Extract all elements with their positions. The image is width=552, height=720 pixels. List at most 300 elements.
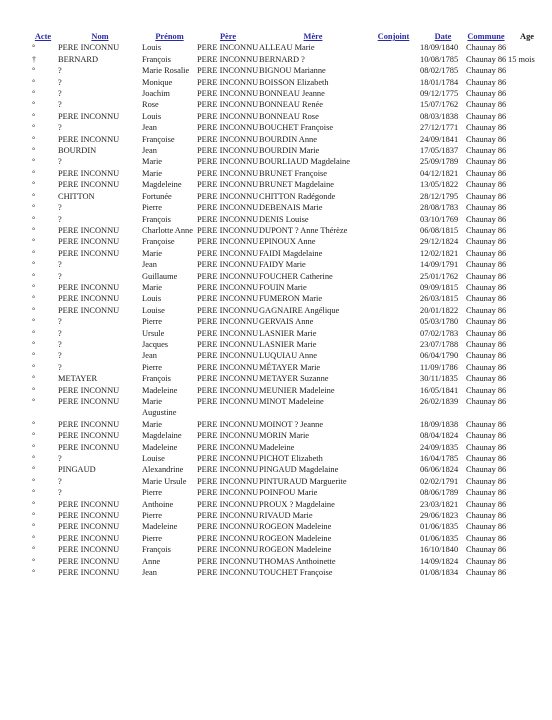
cell-pere: PERE INCONNU — [197, 499, 259, 509]
cell-prenom: Marie Augustine — [142, 397, 177, 418]
cell-prenom: François — [142, 545, 171, 555]
cell-age — [506, 476, 548, 487]
cell-prenom: Louis — [142, 43, 162, 53]
cell-prenom: Jean — [142, 568, 157, 578]
cell-commune: Chaunay 86 — [466, 294, 506, 304]
cell-conjoint — [367, 328, 420, 339]
cell-date: 29/06/1823 — [420, 511, 459, 521]
cell-acte: ° — [32, 146, 36, 156]
cell-commune: Chaunay 86 — [466, 100, 506, 110]
table-row — [28, 499, 548, 510]
cell-age — [506, 556, 548, 567]
cell-nom: ? — [58, 77, 62, 87]
cell-mere: DEBENAIS Marie — [259, 203, 323, 213]
cell-date: 24/09/1835 — [420, 442, 459, 452]
cell-mere: BONNEAU Rose — [259, 111, 319, 121]
cell-age — [506, 122, 548, 133]
table-row — [28, 88, 548, 99]
cell-mere: FOUCHER Catherine — [259, 271, 333, 281]
header-age: Age — [520, 32, 534, 41]
cell-mere: MORIN Marie — [259, 431, 310, 441]
cell-conjoint — [367, 145, 420, 156]
cell-pere: PERE INCONNU — [197, 465, 259, 475]
cell-acte: ° — [32, 568, 36, 578]
table-row — [28, 476, 548, 487]
cell-pere: PERE INCONNU — [197, 237, 259, 247]
cell-acte: † — [32, 54, 36, 64]
cell-nom: ? — [58, 362, 62, 372]
cell-mere: GERVAIS Anne — [259, 317, 314, 327]
table-row — [28, 373, 548, 384]
cell-mere: Madeleine — [259, 442, 295, 452]
cell-pere: PERE INCONNU — [197, 248, 259, 258]
cell-date: 14/09/1791 — [420, 260, 459, 270]
cell-commune: Chaunay 86 — [466, 225, 506, 235]
cell-prenom: François — [142, 54, 171, 64]
cell-mere: LASNIER Marie — [259, 339, 317, 349]
cell-nom: PERE INCONNU — [58, 225, 120, 235]
cell-pere: PERE INCONNU — [197, 66, 259, 76]
cell-date: 08/02/1785 — [420, 66, 459, 76]
cell-commune: Chaunay 86 — [466, 214, 506, 224]
cell-date: 16/04/1785 — [420, 454, 459, 464]
table-row — [28, 122, 548, 133]
cell-age — [506, 191, 548, 202]
cell-age — [506, 396, 548, 419]
cell-date: 28/08/1783 — [420, 203, 459, 213]
cell-commune: Chaunay 86 — [466, 499, 506, 509]
table-row — [28, 65, 548, 76]
cell-commune: Chaunay 86 — [466, 476, 506, 486]
cell-prenom: Marie — [142, 168, 162, 178]
cell-conjoint — [367, 476, 420, 487]
cell-date: 23/07/1788 — [420, 339, 459, 349]
cell-nom: ? — [58, 157, 62, 167]
table-row — [28, 236, 548, 247]
cell-conjoint — [367, 134, 420, 145]
cell-acte: ° — [32, 225, 36, 235]
cell-pere: PERE INCONNU — [197, 271, 259, 281]
table-row — [28, 328, 548, 339]
table-row — [28, 99, 548, 110]
cell-commune: Chaunay 86 — [466, 488, 506, 498]
cell-age — [506, 316, 548, 327]
table-row — [28, 350, 548, 361]
cell-age — [506, 499, 548, 510]
cell-prenom: Louise — [142, 454, 165, 464]
header-conjoint-link[interactable]: Conjoint — [377, 32, 410, 41]
cell-conjoint — [367, 111, 420, 122]
cell-acte: ° — [32, 260, 36, 270]
cell-conjoint — [367, 191, 420, 202]
cell-acte: ° — [32, 134, 36, 144]
cell-conjoint — [367, 42, 420, 53]
cell-prenom: Jean — [142, 351, 157, 361]
cell-conjoint — [367, 305, 420, 316]
cell-age — [506, 88, 548, 99]
cell-age — [506, 362, 548, 373]
cell-nom: ? — [58, 89, 62, 99]
cell-acte: ° — [32, 465, 36, 475]
cell-date: 14/09/1824 — [420, 556, 459, 566]
cell-nom: ? — [58, 339, 62, 349]
cell-pere: PERE INCONNU — [197, 362, 259, 372]
table-row — [28, 42, 548, 53]
cell-acte: ° — [32, 100, 36, 110]
cell-mere: BOURDIN Marie — [259, 146, 320, 156]
cell-prenom: Madeleine — [142, 442, 178, 452]
cell-commune: Chaunay 86 — [466, 339, 506, 349]
cell-mere: BRUNET Magdelaine — [259, 180, 334, 190]
cell-commune: Chaunay 86 — [466, 89, 506, 99]
header-prenom-link[interactable]: Prénom — [155, 32, 184, 41]
cell-date: 09/09/1815 — [420, 282, 459, 292]
cell-date: 26/02/1839 — [420, 397, 459, 406]
cell-pere: PERE INCONNU — [197, 454, 259, 464]
cell-acte: ° — [32, 442, 36, 452]
cell-nom: PERE INCONNU — [58, 305, 120, 315]
cell-prenom: Anthoine — [142, 499, 174, 509]
cell-conjoint — [367, 430, 420, 441]
header-pere-link[interactable]: Père — [219, 32, 237, 41]
cell-commune: Chaunay 86 — [466, 146, 506, 156]
cell-age — [506, 373, 548, 384]
cell-date: 08/04/1824 — [420, 431, 459, 441]
cell-prenom: Ursule — [142, 328, 165, 338]
cell-pere: PERE INCONNU — [197, 522, 259, 532]
cell-date: 29/12/1824 — [420, 237, 459, 247]
cell-age — [506, 156, 548, 167]
cell-pere: PERE INCONNU — [197, 374, 259, 384]
cell-age — [506, 533, 548, 544]
table-row — [28, 225, 548, 236]
cell-commune: Chaunay 86 — [466, 54, 506, 64]
cell-commune: Chaunay 86 — [466, 556, 506, 566]
table-row — [28, 271, 548, 282]
cell-date: 02/02/1791 — [420, 476, 459, 486]
table-row — [28, 544, 548, 555]
cell-pere: PERE INCONNU — [197, 339, 259, 349]
cell-conjoint — [367, 54, 420, 65]
cell-acte: ° — [32, 180, 36, 190]
cell-age — [506, 544, 548, 555]
table-row — [28, 510, 548, 521]
cell-age — [506, 442, 548, 453]
cell-prenom: Alexandrine — [142, 465, 184, 475]
cell-pere: PERE INCONNU — [197, 351, 259, 361]
cell-age — [506, 487, 548, 498]
cell-conjoint — [367, 179, 420, 190]
cell-pere: PERE INCONNU — [197, 476, 259, 486]
cell-pere: PERE INCONNU — [197, 294, 259, 304]
table-row — [28, 567, 548, 578]
cell-conjoint — [367, 453, 420, 464]
table-row — [28, 385, 548, 396]
cell-pere: PERE INCONNU — [197, 123, 259, 133]
cell-acte: ° — [32, 294, 36, 304]
cell-nom: PERE INCONNU — [58, 431, 120, 441]
cell-prenom: Marie Ursule — [142, 476, 187, 486]
records-table — [28, 31, 548, 579]
cell-conjoint — [367, 339, 420, 350]
cell-age — [506, 179, 548, 190]
cell-prenom: Louis — [142, 111, 162, 121]
cell-age — [506, 225, 548, 236]
cell-age: 15 mois — [508, 54, 535, 64]
cell-pere: PERE INCONNU — [197, 305, 259, 315]
table-row — [28, 111, 548, 122]
cell-date: 09/12/1775 — [420, 89, 459, 99]
cell-nom: PERE INCONNU — [58, 522, 120, 532]
table-row — [28, 293, 548, 304]
table-row — [28, 282, 548, 293]
cell-mere: BIGNOU Marianne — [259, 66, 326, 76]
cell-acte: ° — [32, 545, 36, 555]
header-acte-link[interactable]: Acte — [34, 32, 52, 41]
cell-commune: Chaunay 86 — [466, 465, 506, 475]
cell-date: 10/08/1785 — [420, 54, 459, 64]
cell-pere: PERE INCONNU — [197, 556, 259, 566]
cell-prenom: Guillaume — [142, 271, 178, 281]
cell-pere: PERE INCONNU — [197, 157, 259, 167]
cell-prenom: Pierre — [142, 533, 162, 543]
cell-conjoint — [367, 293, 420, 304]
cell-conjoint — [367, 168, 420, 179]
cell-nom: PERE INCONNU — [58, 237, 120, 247]
cell-conjoint — [367, 282, 420, 293]
cell-commune: Chaunay 86 — [466, 533, 506, 543]
cell-age — [506, 419, 548, 430]
cell-commune: Chaunay 86 — [466, 157, 506, 167]
cell-acte: ° — [32, 271, 36, 281]
cell-pere: PERE INCONNU — [197, 54, 259, 64]
cell-conjoint — [367, 271, 420, 282]
cell-acte: ° — [32, 454, 36, 464]
cell-mere: FUMERON Marie — [259, 294, 323, 304]
cell-nom: PERE INCONNU — [58, 385, 120, 395]
cell-nom: ? — [58, 123, 62, 133]
cell-age — [506, 510, 548, 521]
cell-conjoint — [367, 464, 420, 475]
cell-date: 05/03/1780 — [420, 317, 459, 327]
cell-age — [506, 453, 548, 464]
cell-prenom: François — [142, 374, 171, 384]
table-row — [28, 191, 548, 202]
cell-commune: Chaunay 86 — [466, 454, 506, 464]
cell-nom: PERE INCONNU — [58, 499, 120, 509]
cell-mere: FOUIN Marie — [259, 282, 307, 292]
cell-acte: ° — [32, 419, 36, 429]
cell-date: 25/01/1762 — [420, 271, 459, 281]
cell-commune: Chaunay 86 — [466, 419, 506, 429]
cell-commune: Chaunay 86 — [466, 123, 506, 133]
cell-age — [506, 271, 548, 282]
header-nom-link[interactable]: Nom — [91, 32, 109, 41]
cell-acte: ° — [32, 111, 36, 121]
cell-acte: ° — [32, 248, 36, 258]
cell-commune: Chaunay 86 — [466, 374, 506, 384]
cell-acte: ° — [32, 328, 36, 338]
cell-mere: TOUCHET Françoise — [259, 568, 333, 578]
cell-mere: MEUNIER Madeleine — [259, 385, 335, 395]
cell-prenom: Marie — [142, 282, 162, 292]
cell-prenom: Françoise — [142, 134, 175, 144]
cell-conjoint — [367, 122, 420, 133]
cell-mere: BERNARD ? — [259, 54, 305, 64]
cell-date: 27/12/1771 — [420, 123, 459, 133]
cell-conjoint — [367, 225, 420, 236]
cell-acte: ° — [32, 397, 36, 406]
cell-date: 25/09/1789 — [420, 157, 459, 167]
cell-conjoint — [367, 77, 420, 88]
cell-commune: Chaunay 86 — [466, 545, 506, 555]
cell-pere: PERE INCONNU — [197, 385, 259, 395]
cell-nom: PERE INCONNU — [58, 545, 120, 555]
cell-age — [506, 134, 548, 145]
cell-age — [506, 350, 548, 361]
cell-age — [506, 293, 548, 304]
header-commune-link[interactable]: Commune — [467, 32, 505, 41]
cell-mere: CHITTON Radégonde — [259, 191, 336, 201]
table-row — [28, 145, 548, 156]
cell-pere: PERE INCONNU — [197, 43, 259, 53]
cell-acte: ° — [32, 191, 36, 201]
cell-conjoint — [367, 362, 420, 373]
table-row — [28, 464, 548, 475]
cell-prenom: Pierre — [142, 511, 162, 521]
cell-age — [506, 385, 548, 396]
cell-date: 12/02/1821 — [420, 248, 459, 258]
table-row — [28, 259, 548, 270]
cell-date: 18/09/1840 — [420, 43, 459, 53]
cell-mere: ROGEON Madeleine — [259, 522, 332, 532]
header-date-link[interactable]: Date — [434, 32, 452, 41]
cell-commune: Chaunay 86 — [466, 362, 506, 372]
cell-commune: Chaunay 86 — [466, 260, 506, 270]
cell-date: 08/03/1838 — [420, 111, 459, 121]
cell-nom: ? — [58, 214, 62, 224]
cell-age — [506, 65, 548, 76]
cell-conjoint — [367, 419, 420, 430]
cell-age — [506, 567, 548, 578]
cell-pere: PERE INCONNU — [197, 442, 259, 452]
cell-mere: FAIDI Magdelaine — [259, 248, 323, 258]
cell-age — [506, 77, 548, 88]
cell-prenom: Jean — [142, 123, 157, 133]
cell-date: 17/05/1837 — [420, 146, 459, 156]
cell-nom: PERE INCONNU — [58, 282, 120, 292]
cell-acte: ° — [32, 339, 36, 349]
cell-pere: PERE INCONNU — [197, 282, 259, 292]
cell-nom: ? — [58, 271, 62, 281]
cell-commune: Chaunay 86 — [466, 111, 506, 121]
table-row — [28, 442, 548, 453]
cell-nom: ? — [58, 488, 62, 498]
cell-prenom: Magdelaine — [142, 431, 182, 441]
cell-age — [506, 236, 548, 247]
cell-conjoint — [367, 499, 420, 510]
cell-pere: PERE INCONNU — [197, 100, 259, 110]
cell-pere: PERE INCONNU — [197, 431, 259, 441]
cell-conjoint — [367, 259, 420, 270]
table-row — [28, 202, 548, 213]
cell-prenom: Jean — [142, 260, 157, 270]
cell-pere: PERE INCONNU — [197, 511, 259, 521]
header-mere-link[interactable]: Mère — [303, 32, 323, 41]
cell-conjoint — [367, 533, 420, 544]
cell-pere: PERE INCONNU — [197, 89, 259, 99]
cell-acte: ° — [32, 123, 36, 133]
cell-mere: ROGEON Madeleine — [259, 533, 332, 543]
cell-mere: DUPONT ? Anne Thérèze — [259, 225, 348, 235]
cell-prenom: Marie Rosalie — [142, 66, 190, 76]
cell-nom: ? — [58, 66, 62, 76]
cell-date: 08/06/1789 — [420, 488, 459, 498]
cell-acte: ° — [32, 282, 36, 292]
cell-date: 15/07/1762 — [420, 100, 459, 110]
table-row — [28, 179, 548, 190]
cell-prenom: Louise — [142, 305, 165, 315]
cell-pere: PERE INCONNU — [197, 260, 259, 270]
cell-acte: ° — [32, 43, 36, 53]
cell-commune: Chaunay 86 — [466, 568, 506, 578]
cell-acte: ° — [32, 89, 36, 99]
cell-nom: PERE INCONNU — [58, 511, 120, 521]
table-row — [28, 556, 548, 567]
cell-commune: Chaunay 86 — [466, 511, 506, 521]
cell-commune: Chaunay 86 — [466, 351, 506, 361]
table-row — [28, 214, 548, 225]
cell-conjoint — [367, 99, 420, 110]
cell-nom: PERE INCONNU — [58, 442, 120, 452]
cell-nom: BOURDIN — [58, 146, 97, 156]
cell-date: 30/11/1835 — [420, 374, 458, 384]
cell-acte: ° — [32, 511, 36, 521]
cell-commune: Chaunay 86 — [466, 522, 506, 532]
cell-date: 16/05/1841 — [420, 385, 459, 395]
cell-commune: Chaunay 86 — [466, 191, 506, 201]
cell-commune: Chaunay 86 — [466, 328, 506, 338]
cell-mere: MÉTAYER Marie — [259, 362, 321, 372]
cell-mere: BONNEAU Renée — [259, 100, 323, 110]
cell-age — [506, 328, 548, 339]
cell-acte: ° — [32, 499, 36, 509]
cell-conjoint — [367, 236, 420, 247]
cell-date: 03/10/1769 — [420, 214, 459, 224]
cell-commune: Chaunay 86 — [466, 180, 506, 190]
cell-conjoint — [367, 248, 420, 259]
cell-conjoint — [367, 396, 420, 419]
cell-nom: ? — [58, 476, 62, 486]
table-row — [28, 453, 548, 464]
cell-age — [506, 202, 548, 213]
cell-nom: ? — [58, 100, 62, 110]
cell-conjoint — [367, 544, 420, 555]
cell-date: 28/12/1795 — [420, 191, 459, 201]
cell-age — [506, 259, 548, 270]
cell-nom: PINGAUD — [58, 465, 96, 475]
cell-mere: MINOT Madeleine — [259, 397, 324, 406]
cell-commune: Chaunay 86 — [466, 442, 506, 452]
cell-pere: PERE INCONNU — [197, 225, 259, 235]
cell-conjoint — [367, 487, 420, 498]
cell-age — [506, 145, 548, 156]
cell-age — [506, 464, 548, 475]
cell-prenom: François — [142, 214, 171, 224]
table-row — [28, 362, 548, 373]
cell-prenom: Pierre — [142, 488, 162, 498]
cell-pere: PERE INCONNU — [197, 488, 259, 498]
